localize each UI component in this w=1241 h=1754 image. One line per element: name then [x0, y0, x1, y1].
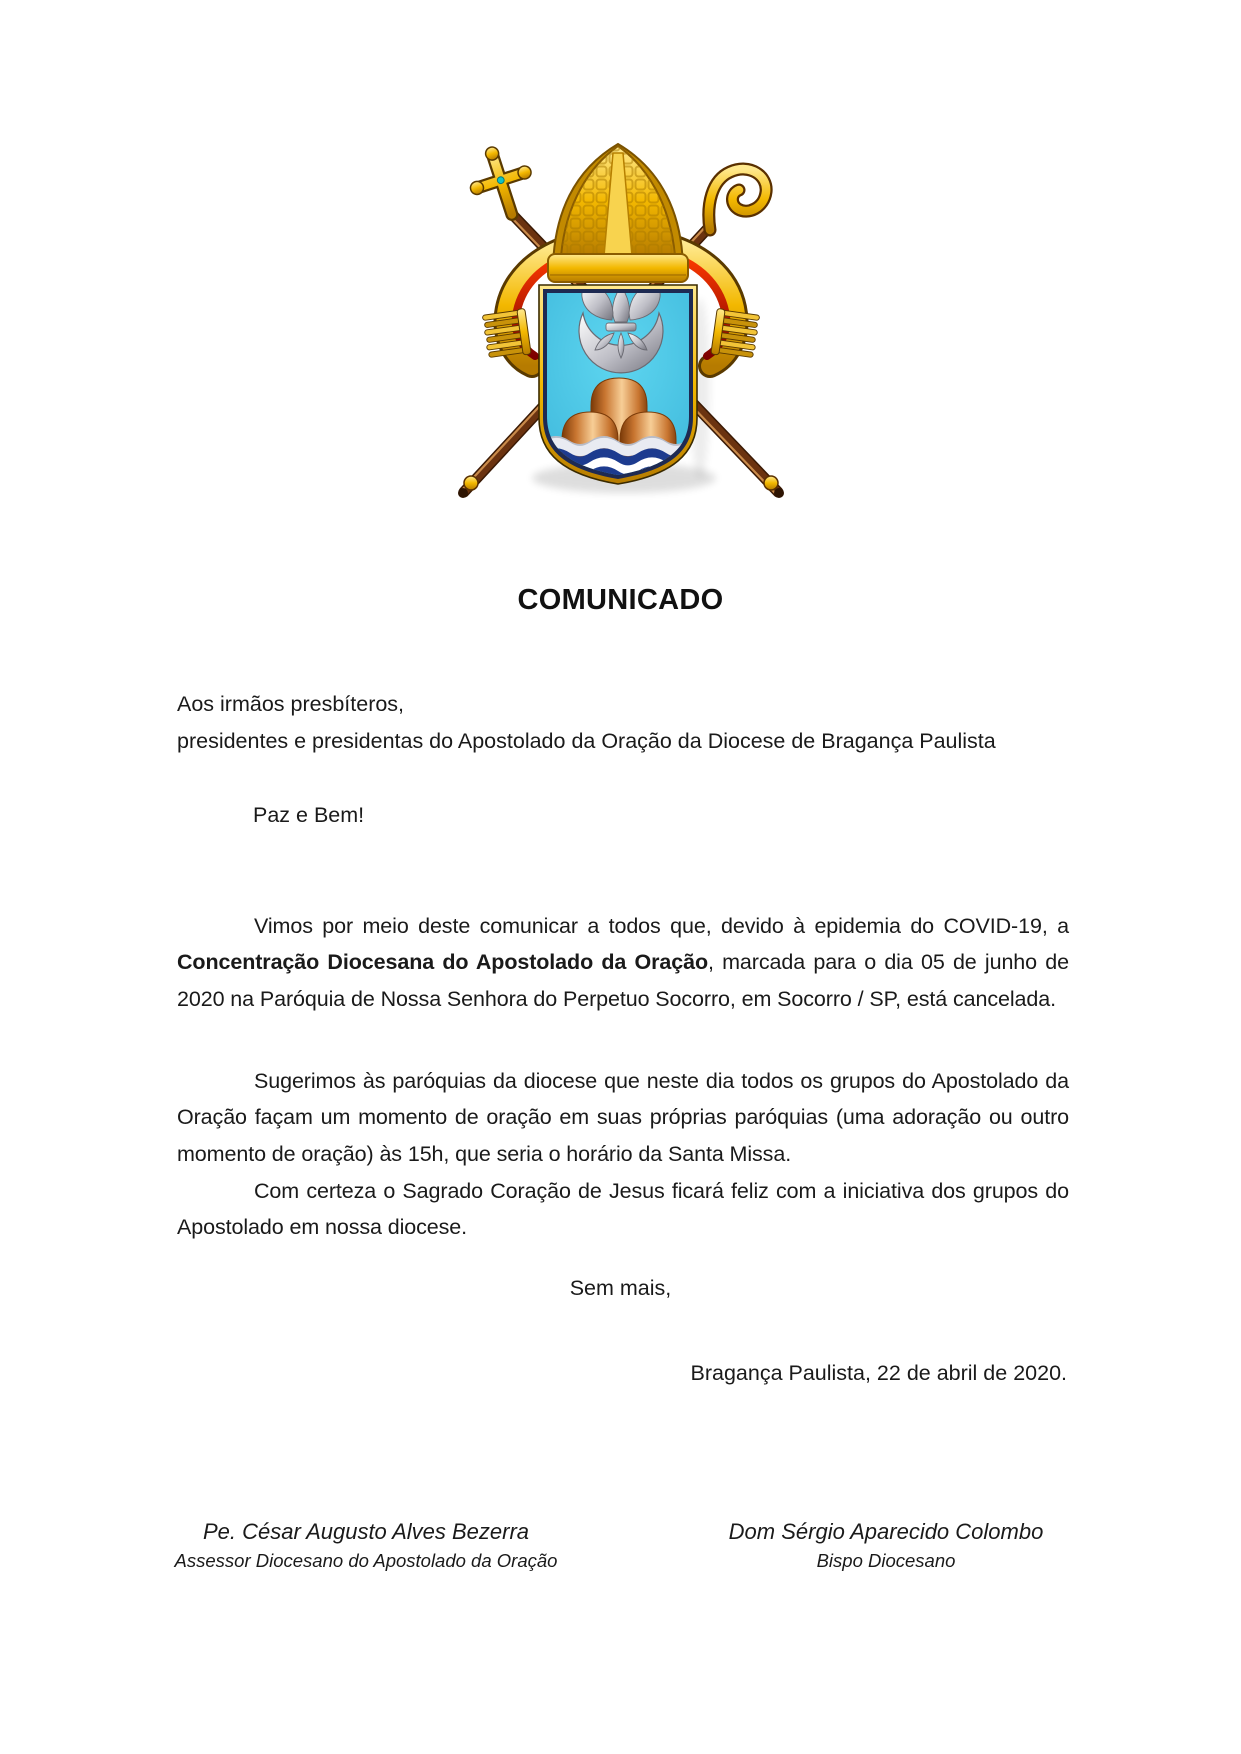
paragraph-suggestion: Sugerimos às paróquias da diocese que neste dia todos os grupos do Apostolado da Oração façam um momento de oração em suas próprias paróquias (uma adoração ou outro momento de oração) às 15h, que seria o horário da Santa Missa. [177, 1068, 1069, 1166]
closing: Sem mais, [569, 1276, 672, 1300]
paragraph-1-pre: Vimos por meio deste comunicar a todos que, devido à epidemia do COVID-19, a [254, 913, 1069, 938]
signature-assessor-role: Assessor Diocesano do Apostolado da Oração [174, 1550, 558, 1571]
signature-bishop-name: Dom Sérgio Aparecido Colombo [728, 1519, 1044, 1544]
mitre-icon [548, 144, 688, 282]
salutation-line-2: presidentes e presidentas do Apostolado da Oração da Diocese de Bragança Paulista [177, 728, 996, 753]
dateline: Bragança Paulista, 22 de abril de 2020. [690, 1361, 1067, 1385]
paragraph-1-bold: Concentração Diocesana do Apostolado da Oração [177, 950, 708, 975]
diocese-coat-of-arms-icon [426, 126, 816, 504]
paragraph-1-post: , marcada para o dia 05 de junho de 2020 na Paróquia de Nossa Senhora do Perpetuo Socorro, em Socorro / SP, está cancelada. [177, 950, 1069, 1011]
signature-bishop-role: Bispo Diocesano [816, 1550, 956, 1571]
salutation-line-1: Aos irmãos presbíteros, [177, 692, 405, 716]
greeting: Paz e Bem! [253, 803, 365, 827]
crozier-icon [709, 169, 766, 230]
cross-icon [460, 138, 542, 225]
signature-assessor [156, 1517, 576, 1574]
salutation [177, 686, 1082, 759]
signature-bishop [676, 1517, 1096, 1574]
paragraph-blessing: Com certeza o Sagrado Coração de Jesus ficará feliz com a iniciativa dos grupos do Apostolado em nossa diocese. [177, 1178, 1069, 1240]
shield-icon [539, 285, 697, 484]
signature-assessor-name: Pe. César Augusto Alves Bezerra [202, 1519, 530, 1544]
page-title: COMUNICADO [517, 584, 724, 616]
paragraph-cancellation [177, 908, 1069, 1018]
